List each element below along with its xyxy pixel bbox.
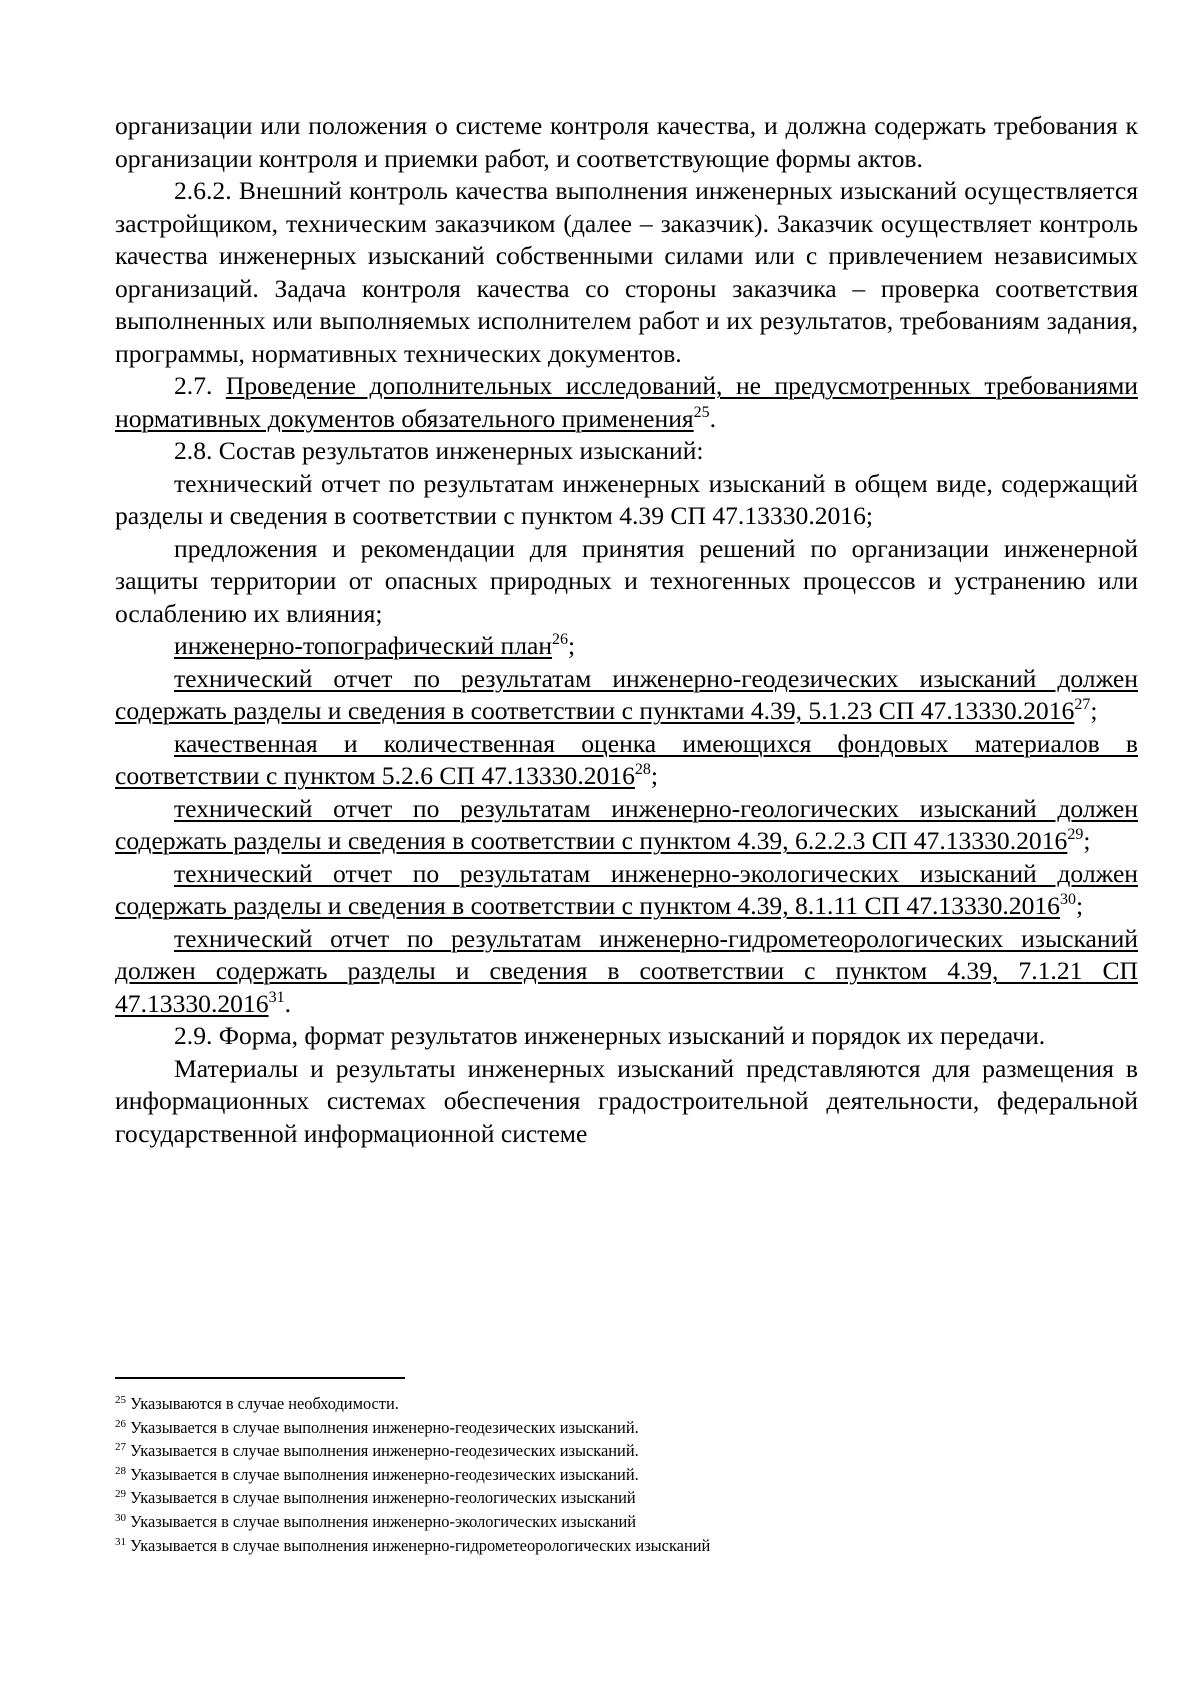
- punctuation: .: [284, 988, 291, 1018]
- footnote-text: Указывается в случае выполнения инженерно-геодезических изысканий.: [126, 1417, 639, 1437]
- underlined-text: качественная и количественная оценка имеющихся фондовых материалов в соответствии с пунктом 5.2.6 СП 47.13330.2016: [115, 728, 1138, 790]
- footnote-text: Указывается в случае выполнения инженерно-геодезических изысканий.: [126, 1464, 639, 1484]
- footnote-ref: 27: [1074, 696, 1091, 713]
- footnote-text: Указывается в случае выполнения инженерно-экологических изысканий: [126, 1511, 637, 1531]
- footnote-ref: 31: [268, 988, 285, 1006]
- footnote: [115, 1392, 1138, 1416]
- footnote-ref: 26: [552, 631, 569, 648]
- paragraph-2-7: [115, 370, 1138, 435]
- underlined-text: технический отчет по результатам инженерно-геологических изысканий должен содержать разделы и сведения в соответствии с пунктом 4.39, 6.2.2.3 СП 47.13330.2016: [115, 793, 1138, 855]
- footnote-number: 26: [115, 1417, 126, 1430]
- punctuation: .: [709, 403, 717, 433]
- underlined-text: технический отчет по результатам инженерно-экологических изысканий должен содержать разделы и сведения в соответствии с пунктом 4.39, 8.1.11 СП 47.13330.2016: [115, 858, 1138, 920]
- paragraph-2-6-2: 2.6.2. Внешний контроль качества выполнения инженерных изысканий осуществляется застройщиком, техническим заказчиком (далее – заказчик). Заказчик осуществляет контроль качества инженерных изысканий собственными силами или с привлечением независимых организаций. Задача контроля качества со стороны заказчика – проверка соответствия выполненных или выполняемых исполнителем работ и их результатов, требованиям задания, программы, нормативных технических документов.: [115, 176, 1138, 368]
- punctuation: ;: [1090, 696, 1098, 725]
- list-item-ecological-report: [115, 858, 1138, 923]
- footnote-ref: 30: [1059, 891, 1076, 908]
- footnote-number: 25: [115, 1394, 126, 1406]
- footnote-number: 27: [115, 1441, 126, 1454]
- footnotes: [115, 1392, 1138, 1557]
- underlined-text: технический отчет по результатам инженерно-геодезических изысканий должен содержать разделы и сведения в соответствии с пунктами 4.39, 5.1.23 СП 47.13330.2016: [115, 663, 1138, 725]
- footnote: [115, 1439, 1138, 1463]
- footnote: [115, 1534, 1138, 1558]
- list-item-geodetic-report: [115, 663, 1138, 728]
- punctuation: ;: [650, 761, 659, 790]
- footnote-number: 29: [115, 1488, 126, 1501]
- paragraph-2-9: 2.9. Форма, формат результатов инженерных изысканий и порядок их передачи.: [174, 1021, 1046, 1050]
- footnote-ref: 29: [1067, 826, 1084, 843]
- footnote-text: Указываются в случае необходимости.: [126, 1394, 399, 1413]
- punctuation: ;: [1083, 826, 1091, 855]
- paragraph-materials: Материалы и результаты инженерных изысканий представляются для размещения в информационных системах обеспечения градостроительной деятельности, федеральной государственной информационной системе: [115, 1053, 1138, 1148]
- footnote-separator: [115, 1377, 405, 1379]
- underlined-text: Проведение дополнительных исследований, не предусмотренных требованиями нормативных документов обязательного применения: [115, 371, 1138, 433]
- paragraph-2-8: 2.8. Состав результатов инженерных изысканий:: [174, 436, 704, 465]
- footnote-text: Указывается в случае выполнения инженерно-геологических изысканий: [126, 1488, 636, 1508]
- footnote: [115, 1463, 1138, 1487]
- footnote-text: Указывается в случае выполнения инженерно-гидрометеорологических изысканий: [126, 1535, 711, 1555]
- footnote-number: 28: [115, 1464, 126, 1477]
- footnote-ref: 25: [693, 403, 710, 421]
- list-item-topographic-plan: [115, 630, 1138, 663]
- list-item-hydromet-report: [115, 923, 1138, 1021]
- footnote-ref: 28: [634, 761, 651, 778]
- footnote-text: Указывается в случае выполнения инженерно-геодезических изысканий.: [126, 1441, 639, 1461]
- list-item-fund-materials: [115, 728, 1138, 793]
- footnote-number: 31: [115, 1535, 126, 1548]
- underlined-text: инженерно-топографический план: [174, 631, 553, 660]
- body-text: [115, 110, 1138, 1150]
- list-item-report: технический отчет по результатам инженерных изысканий в общем виде, содержащий разделы и сведения в соответствии с пунктом 4.39 СП 47.13330.2016;: [115, 468, 1138, 530]
- footnote: [115, 1486, 1138, 1510]
- footnote: [115, 1510, 1138, 1534]
- punctuation: ;: [1075, 891, 1084, 920]
- underlined-text: технический отчет по результатам инженерно-гидрометеорологических изысканий должен содержать разделы и сведения в соответствии с пунктом 4.39, 7.1.21 СП 47.13330.2016: [115, 923, 1138, 1018]
- footnote: [115, 1416, 1138, 1440]
- footnote-number: 30: [115, 1511, 126, 1524]
- paragraph-continuation: организации или положения о системе контроля качества, и должна содержать требования к организации контроля и приемки работ, и соответствующие формы актов.: [115, 111, 1138, 173]
- list-item-geological-report: [115, 793, 1138, 858]
- section-number: 2.7.: [174, 371, 226, 400]
- punctuation: ;: [568, 631, 576, 660]
- list-item-proposals: предложения и рекомендации для принятия решений по организации инженерной защиты территории от опасных природных и техногенных процессов и устранению или ослаблению их влияния;: [115, 533, 1138, 628]
